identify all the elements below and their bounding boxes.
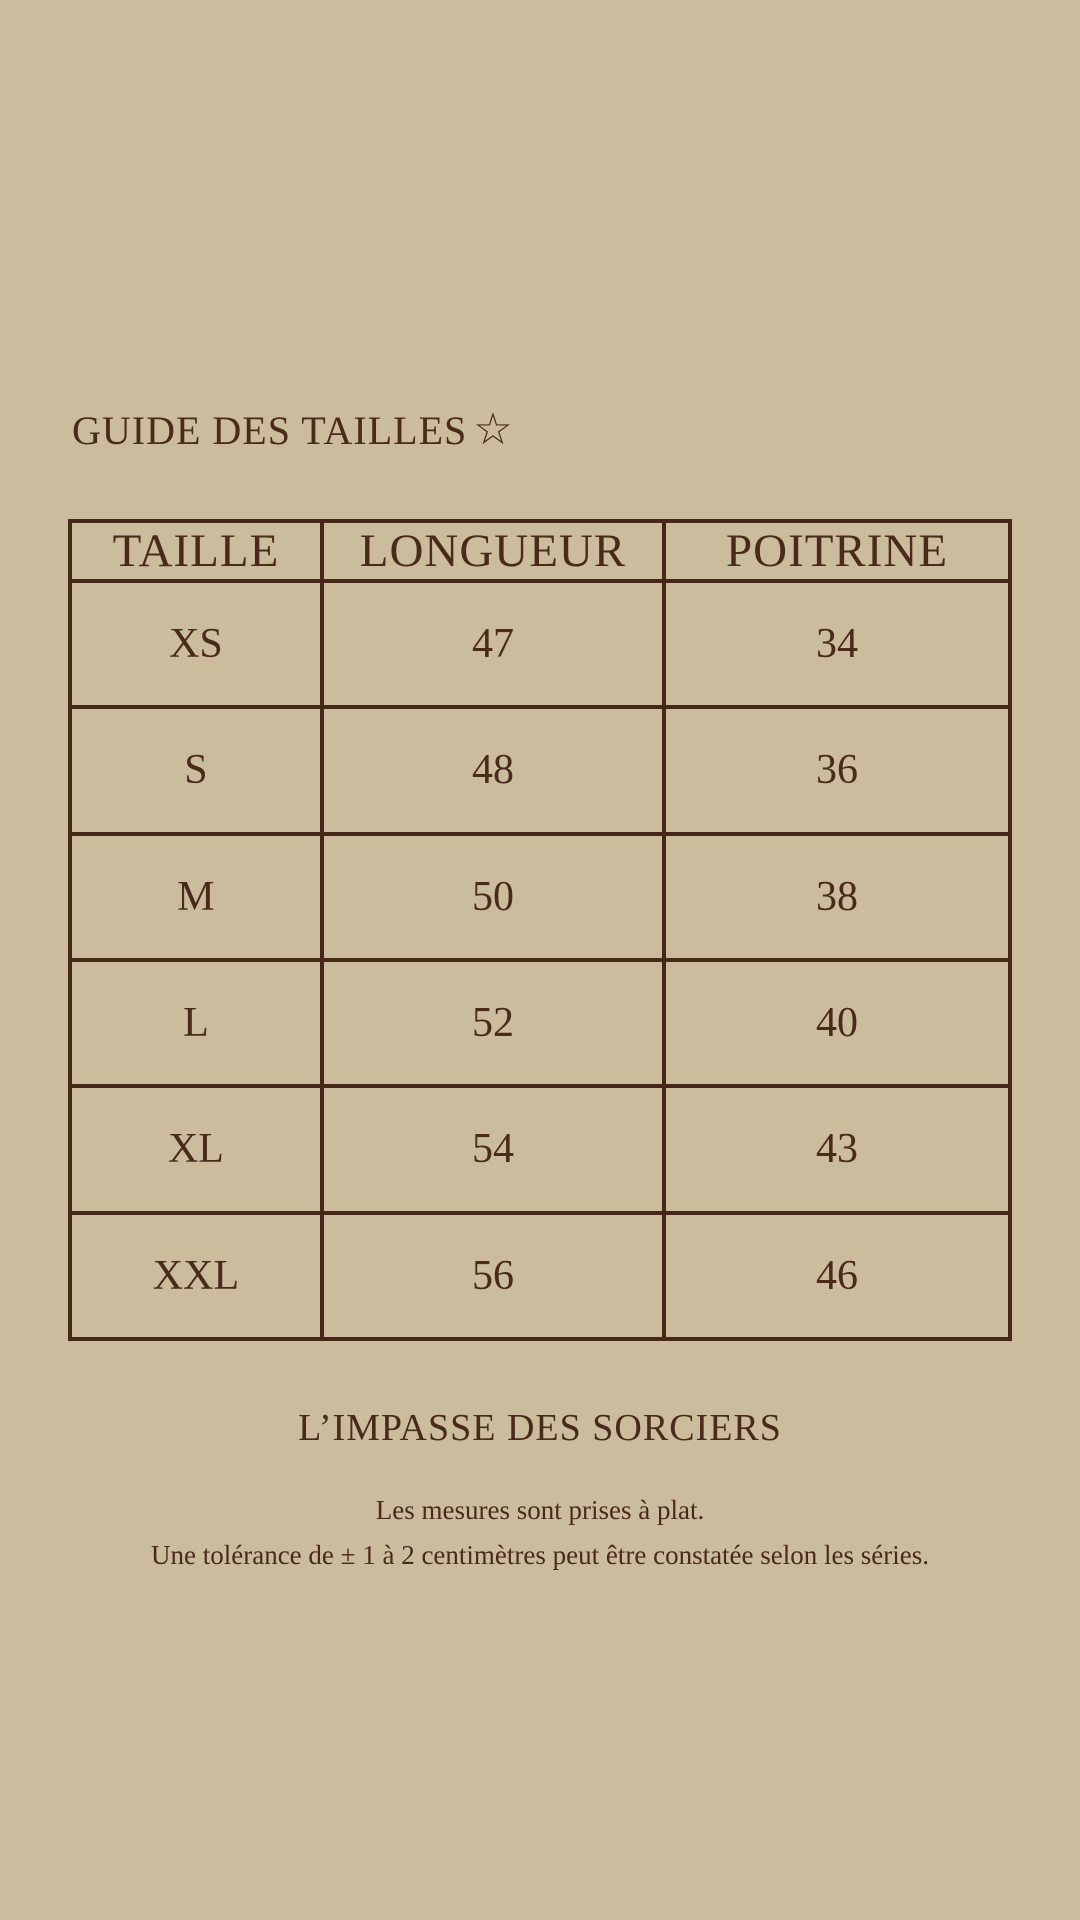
size-cell: L: [70, 960, 322, 1086]
table-header-row: [70, 521, 1010, 581]
table-row: [70, 960, 1010, 1086]
header-poitrine: POITRINE: [664, 521, 1010, 581]
length-cell: 48: [322, 707, 664, 833]
note-line-1: Les mesures sont prises à plat.: [375, 1495, 705, 1525]
chest-cell: 36: [664, 707, 1010, 833]
size-cell: M: [70, 834, 322, 960]
chest-cell: 34: [664, 581, 1010, 707]
length-cell: 54: [322, 1086, 664, 1212]
chest-cell: 38: [664, 834, 1010, 960]
note-line-2: Une tolérance de ± 1 à 2 centimètres peut être constatée selon les séries.: [151, 1540, 929, 1570]
size-cell: XL: [70, 1086, 322, 1212]
brand-name: L’IMPASSE DES SORCIERS: [298, 1407, 782, 1449]
size-cell: XXL: [70, 1213, 322, 1339]
table-row: [70, 1213, 1010, 1339]
header-taille: TAILLE: [70, 521, 322, 581]
star-icon: ☆: [473, 405, 514, 454]
chest-cell: 40: [664, 960, 1010, 1086]
length-cell: 56: [322, 1213, 664, 1339]
table-row: [70, 581, 1010, 707]
length-cell: 50: [322, 834, 664, 960]
size-cell: S: [70, 707, 322, 833]
chest-cell: 43: [664, 1086, 1010, 1212]
chest-cell: 46: [664, 1213, 1010, 1339]
measurement-notes: [0, 1488, 1080, 1578]
table-row: [70, 707, 1010, 833]
table-row: [70, 1086, 1010, 1212]
header-longueur: LONGUEUR: [322, 521, 664, 581]
page-title-text: GUIDE DES TAILLES: [72, 408, 468, 453]
table-row: [70, 834, 1010, 960]
size-guide-table: [68, 519, 1012, 1341]
page-title: [72, 406, 514, 454]
length-cell: 52: [322, 960, 664, 1086]
size-cell: XS: [70, 581, 322, 707]
length-cell: 47: [322, 581, 664, 707]
